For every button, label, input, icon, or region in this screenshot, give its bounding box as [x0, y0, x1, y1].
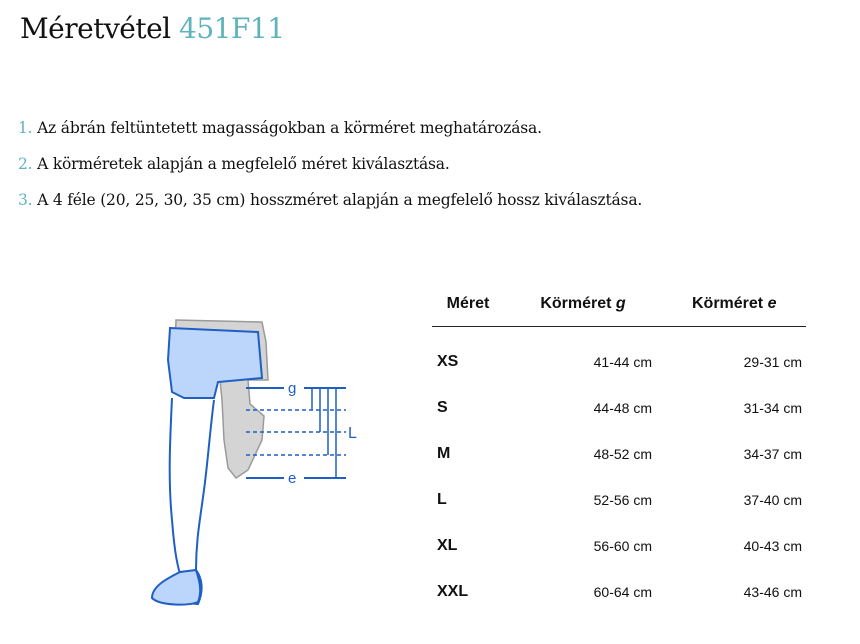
instruction-list [18, 116, 642, 224]
size-table [432, 282, 806, 615]
leg-measurement-diagram [150, 310, 360, 615]
girth-e-cell: 34-37 cm [743, 446, 802, 462]
step-text: A 4 féle (20, 25, 30, 35 cm) hosszméret alapján a megfelelő hossz kiválasztása. [32, 191, 643, 209]
table-row [432, 431, 806, 477]
header-girth-e-var: e [767, 295, 777, 312]
header-girth-e-label: Körméret [692, 295, 768, 312]
table-row [432, 569, 806, 615]
table-row [432, 477, 806, 523]
label-e: e [288, 470, 297, 487]
girth-e-cell: 29-31 cm [743, 354, 802, 370]
step-text: Az ábrán feltüntetett magasságokban a körméret meghatározása. [32, 119, 542, 137]
instruction-step [18, 188, 642, 224]
table-spacer [432, 327, 806, 340]
title-text: Méretvétel [20, 12, 171, 45]
size-cell: S [437, 399, 448, 416]
table-row [432, 385, 806, 431]
girth-g-cell: 48-52 cm [593, 446, 652, 462]
step-number: 3. [18, 191, 33, 209]
spacer-cell [432, 327, 806, 340]
table-header-row [432, 282, 806, 327]
girth-e-cell: 37-40 cm [743, 492, 802, 508]
girth-g-cell: 44-48 cm [593, 400, 652, 416]
foot-shape [152, 570, 200, 605]
model-number: 451F11 [179, 12, 285, 45]
size-cell: XXL [437, 583, 469, 600]
size-cell: L [437, 491, 447, 508]
girth-g-cell: 56-60 cm [593, 538, 652, 554]
page-title [20, 12, 285, 45]
girth-g-cell: 41-44 cm [593, 354, 652, 370]
step-number: 2. [18, 155, 33, 173]
label-l: L [348, 425, 357, 442]
header-girth-g-var: g [615, 295, 626, 312]
header-girth-g [504, 282, 662, 327]
step-text: A körméretek alapján a megfelelő méret kiválasztása. [32, 155, 450, 173]
header-girth-e [662, 282, 806, 327]
instruction-step [18, 116, 642, 152]
header-girth-g-label: Körméret [540, 295, 616, 312]
girth-e-cell: 43-46 cm [743, 584, 802, 600]
table-row [432, 339, 806, 385]
girth-g-cell: 60-64 cm [593, 584, 652, 600]
label-g: g [288, 380, 297, 397]
size-cell: XS [437, 353, 459, 370]
instruction-step [18, 152, 642, 188]
table-row [432, 523, 806, 569]
step-number: 1. [18, 119, 33, 137]
girth-e-cell: 40-43 cm [743, 538, 802, 554]
girth-g-cell: 52-56 cm [593, 492, 652, 508]
size-cell: M [437, 445, 451, 462]
girth-e-cell: 31-34 cm [743, 400, 802, 416]
size-cell: XL [437, 537, 458, 554]
header-size: Méret [432, 282, 504, 327]
